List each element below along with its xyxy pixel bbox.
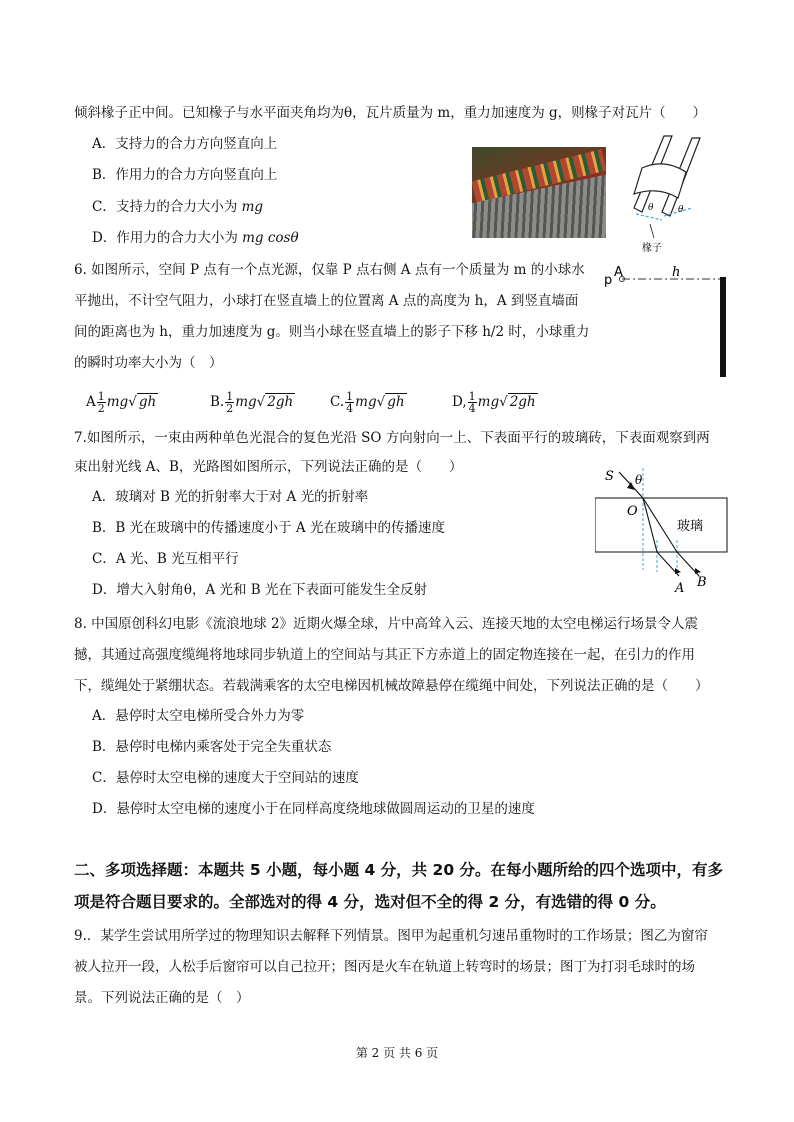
incident-arrow — [627, 482, 635, 490]
q8-stem-line-1: 8. 中国原创科幻电影《流浪地球 2》近期火爆全球，片中高耸入云、连接天地的太空电梯运行场景令人震 — [74, 616, 699, 632]
radicand: 2gh — [509, 394, 536, 410]
q6-stem-line-1: 6. 如图所示，空间 P 点有一个点光源，仅靠 P 点右侧 A 点有一个质量为 m 的小球水 — [74, 262, 585, 278]
q5-option-d-formula: mg cosθ — [242, 230, 299, 246]
q5-option-b: B．作用力的合力方向竖直向上 — [92, 167, 278, 183]
q6-option-d: D, $\frac{1}{4}$ mg√ 2gh — [452, 390, 536, 415]
glass-block — [595, 498, 727, 552]
label-a: A — [614, 265, 623, 280]
coefficient: mg — [106, 394, 129, 410]
q5-option-a: A．支持力的合力方向竖直向上 — [92, 136, 278, 152]
q5-stem-line: 倾斜椽子正中间。已知椽子与水平面夹角均为θ，瓦片质量为 m，重力加速度为 g，则椽子对瓦片（ ） — [74, 105, 707, 121]
q7-stem-line-2: 束出射光线 A、B，光路图如图所示，下列说法正确的是（ ） — [74, 459, 463, 475]
q8-stem-line-3: 下，缆绳处于紧绷状态。若载满乘客的太空电梯因机械故障悬停在缆绳中间处，下列说法正确的是（ ） — [74, 678, 709, 694]
q9-stem-line-1: 9.．某学生尝试用所学过的物理知识去解释下列情景。图甲为起重机匀速吊重物时的工作场景；图乙为窗帘 — [74, 928, 708, 944]
theta-label-right: θ — [678, 205, 684, 215]
page-footer: 第 2 页 共 6 页 — [355, 1046, 439, 1060]
q6-figure — [600, 260, 730, 380]
arrow-a — [675, 568, 681, 574]
radicand: 2gh — [267, 394, 294, 410]
q6-stem-line-4: 的瞬时功率大小为（ ） — [74, 355, 223, 371]
label-a: A — [675, 581, 685, 595]
label-theta: θ — [635, 473, 643, 487]
q8-option-d: D．悬停时太空电梯的速度小于在同样高度绕地球做圆周运动的卫星的速度 — [92, 801, 535, 817]
q8-option-b: B．悬停时电梯内乘客处于完全失重状态 — [92, 739, 332, 755]
q7-glass-figure — [595, 460, 735, 595]
q6-stem-line-3: 间的距离也为 h，重力加速度为 g。则当小球在竖直墙上的影子下移 h/2 时，小球重力 — [74, 324, 590, 340]
q5-option-c — [92, 197, 263, 217]
q7-option-d: D．增大入射角θ，A 光和 B 光在下表面可能发生全反射 — [92, 582, 427, 598]
q6-stem-line-2: 平抛出，不计空气阻力，小球打在竖直墙上的位置离 A 点的高度为 h，A 到竖直墙面 — [74, 293, 579, 309]
q7-option-c: C．A 光、B 光互相平行 — [92, 551, 239, 567]
fraction-den: 2 — [97, 402, 105, 415]
label-leader-line — [650, 224, 654, 238]
q6-option-d-letter: D, — [452, 394, 467, 410]
vertical-wall — [720, 277, 726, 377]
label-o: O — [627, 504, 638, 519]
q9-stem-line-2: 被人拉开一段，人松手后窗帘可以自己拉开；图丙是火车在轨道上转弯时的场景；图丁为打羽毛球时的场 — [74, 959, 695, 975]
label-b: B — [697, 575, 707, 590]
q6-option-b-letter: B. — [210, 394, 225, 410]
theta-label-left: θ — [648, 203, 654, 213]
rafter-diagram — [620, 128, 710, 256]
q6-option-c-letter: C. — [330, 394, 345, 410]
fraction-num: 1 — [346, 390, 354, 403]
section-2-heading-line-1: 二、多项选择题：本题共 5 小题，每小题 4 分，共 20 分。在每小题所给的四个选项中，有多 — [74, 861, 724, 879]
q9-stem-line-3: 景。下列说法正确的是（ ） — [74, 990, 250, 1006]
q7-stem-line-1: 7.如图所示，一束由两种单色光混合的复色光沿 SO 方向射向一上、下表面平行的玻璃砖，下表面观察到两 — [74, 430, 710, 446]
q6-option-a: A $\frac{1}{2}$ mg√ gh — [86, 390, 157, 415]
q7-option-b: B．B 光在玻璃中的传播速度小于 A 光在玻璃中的传播速度 — [92, 520, 445, 536]
q6-option-c: C. $\frac{1}{4}$ mg√ gh — [330, 390, 405, 415]
q6-option-a-letter: A — [86, 394, 96, 410]
coefficient: mg — [235, 394, 257, 410]
label-glass: 玻璃 — [677, 519, 704, 534]
rafter-label: 椽子 — [642, 243, 662, 254]
q5-option-c-text: C．支持力的合力大小为 — [92, 199, 242, 215]
q8-option-a: A．悬停时太空电梯所受合外力为零 — [92, 708, 305, 724]
fraction — [468, 391, 477, 414]
q6-option-b: B. $\frac{1}{2}$ mg√ 2gh — [210, 390, 294, 415]
fraction — [97, 391, 106, 414]
fraction-num: 1 — [468, 390, 476, 403]
fraction — [345, 391, 354, 414]
q5-option-d — [92, 228, 299, 248]
coefficient: mg — [355, 394, 377, 410]
fraction-num: 1 — [97, 390, 105, 403]
q7-option-a: A．玻璃对 B 光的折射率大于对 A 光的折射率 — [92, 489, 369, 505]
section-2-heading-line-2: 项是符合题目要求的。全部选对的得 4 分，选对但不全的得 2 分，有选错的得 0 分。 — [74, 893, 666, 911]
q5-option-d-text: D．作用力的合力大小为 — [92, 230, 243, 246]
label-p: p — [604, 273, 613, 288]
fraction-den: 4 — [346, 402, 354, 415]
fraction-num: 1 — [226, 390, 234, 403]
arrow-b — [695, 568, 701, 574]
radicand: gh — [387, 394, 405, 410]
temple-roof-photo — [472, 147, 606, 238]
refracted-ray-b — [643, 498, 677, 552]
fraction — [225, 391, 234, 414]
coefficient: mg — [477, 394, 500, 410]
label-s: S — [605, 469, 614, 484]
q8-stem-line-2: 撼，其通过高强度缆绳将地球同步轨道上的空间站与其正下方赤道上的固定物连接在一起，在引力的作用 — [74, 647, 695, 663]
tile — [634, 164, 686, 198]
label-h: h — [672, 265, 681, 280]
horizontal-ref-left — [636, 214, 662, 220]
q5-option-c-formula: mg — [241, 199, 264, 215]
q8-option-c: C．悬停时太空电梯的速度大于空间站的速度 — [92, 770, 359, 786]
radicand: gh — [138, 394, 157, 410]
fraction-den: 4 — [468, 402, 476, 415]
fraction-den: 2 — [226, 402, 234, 415]
refracted-ray-a — [643, 498, 657, 552]
